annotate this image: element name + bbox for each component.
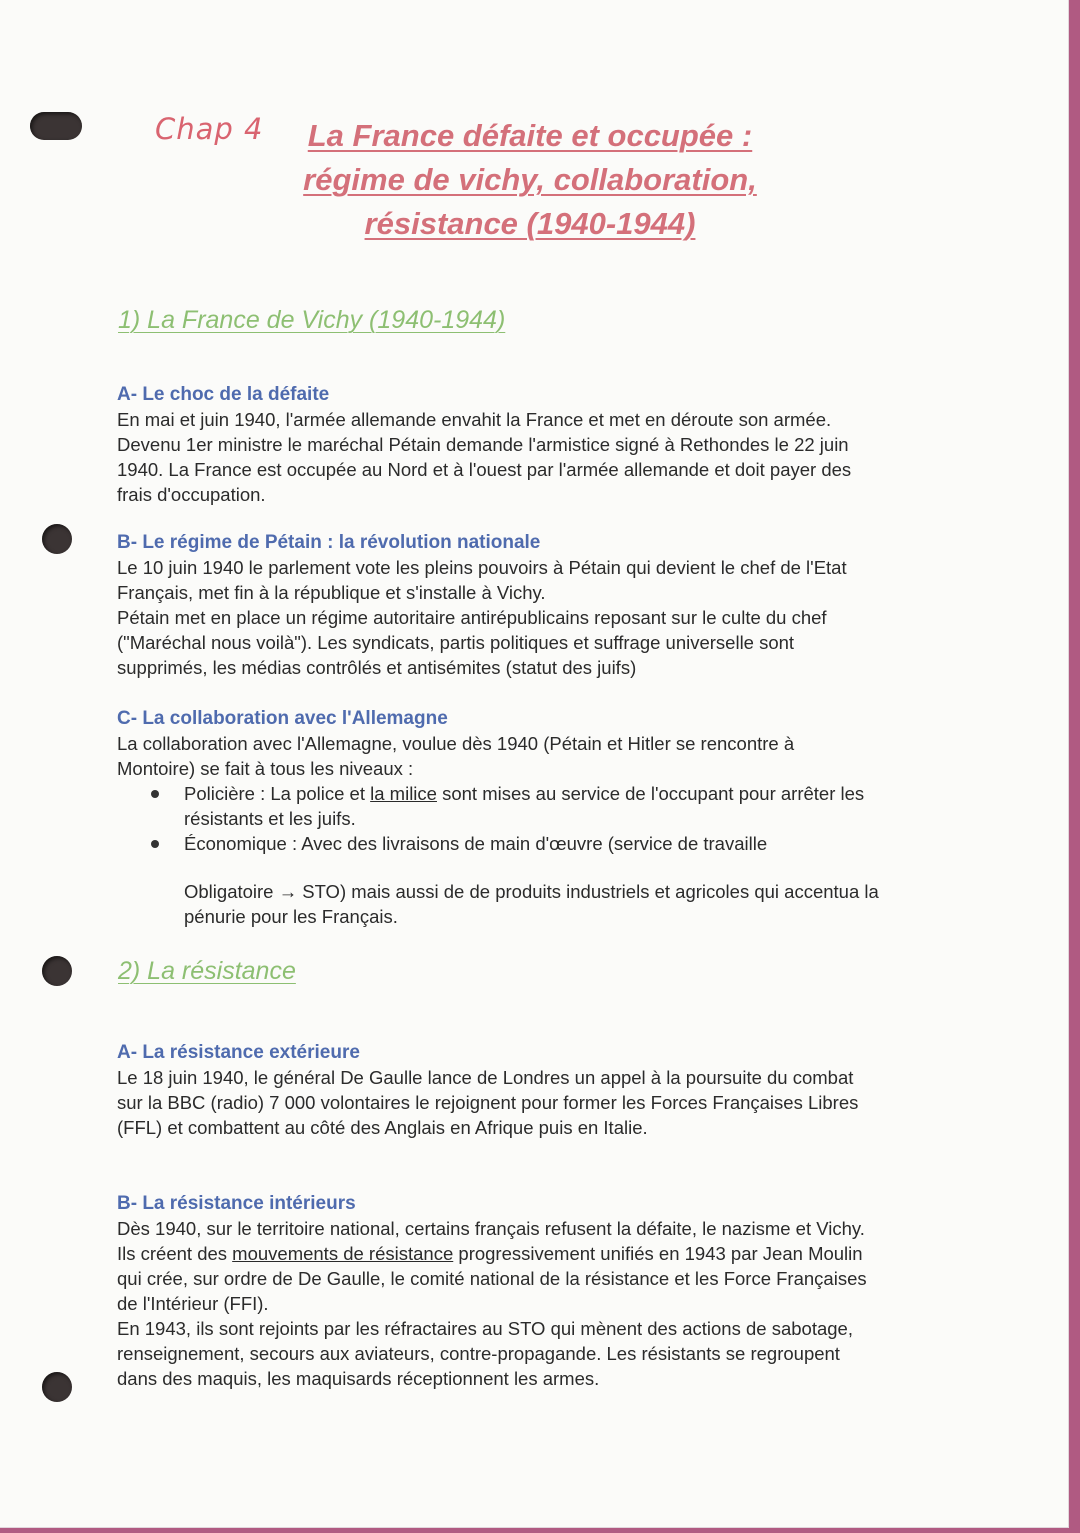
subsection-heading: A- Le choc de la défaite (117, 384, 330, 405)
text-line: supprimés, les médias contrôlés et antisémites (statut des juifs) (117, 657, 637, 678)
text-line: 1940. La France est occupée au Nord et à l'ouest par l'armée allemande et doit payer des (117, 459, 852, 480)
text-line: résistants et les juifs. (184, 808, 356, 829)
text-line: pénurie pour les Français. (184, 906, 398, 927)
binder-hole (42, 524, 72, 554)
binder-hole (42, 956, 72, 986)
binder-hole (42, 1372, 72, 1402)
text-line: La collaboration avec l'Allemagne, voulue dès 1940 (Pétain et Hitler se rencontre à (117, 733, 795, 754)
text-fragment: Policière : La police et (184, 783, 371, 804)
list-item-continuation (117, 879, 937, 929)
text-line: Obligatoire → STO) mais aussi de de produits industriels et agricoles qui accentua la (184, 881, 879, 902)
text-fragment: Ils créent des (117, 1243, 233, 1264)
text-line: En 1943, ils sont rejoints par les réfractaires au STO qui mènent des actions de sabotage, (117, 1318, 853, 1339)
text-fragment: sont mises au service de l'occupant pour arrêter les (436, 783, 865, 804)
binder-hole (30, 112, 82, 140)
subsection-heading: A- La résistance extérieure (117, 1042, 360, 1063)
page-title (270, 114, 790, 246)
underlined-term: mouvements de résistance (232, 1243, 454, 1264)
paragraph (117, 555, 937, 680)
bullet-icon (151, 790, 159, 798)
title-line: La France défaite et occupée : (307, 118, 753, 153)
text-line: Dès 1940, sur le territoire national, certains français refusent la défaite, le nazisme et Vichy. (117, 1218, 865, 1239)
list-item (117, 781, 937, 831)
text-line: Devenu 1er ministre le maréchal Pétain demande l'armistice signé à Rethondes le 22 juin (117, 434, 849, 455)
text-line: de l'Intérieur (FFI). (117, 1293, 269, 1314)
text-line: Le 10 juin 1940 le parlement vote les pleins pouvoirs à Pétain qui devient le chef de l'Etat (117, 557, 847, 578)
paragraph (117, 731, 937, 781)
text-line: frais d'occupation. (117, 484, 266, 505)
title-line: régime de vichy, collaboration, (303, 162, 757, 197)
section-heading-resistance: 2) La résistance (118, 957, 296, 985)
subsection-heading: B- Le régime de Pétain : la révolution nationale (117, 532, 541, 553)
text-line: Économique : Avec des livraisons de main d'œuvre (service de travaille (184, 833, 768, 854)
subsection-choc-defaite (117, 383, 937, 507)
text-line: Montoire) se fait à tous les niveaux : (117, 758, 414, 779)
text-line: sur la BBC (radio) 7 000 volontaires le rejoignent pour former les Forces Françaises Libres (117, 1092, 859, 1113)
subsection-collaboration (117, 707, 937, 929)
subsection-resistance-interieure (117, 1192, 947, 1391)
text-line: En mai et juin 1940, l'armée allemande envahit la France et met en déroute son armée. (117, 409, 832, 430)
paragraph (117, 407, 937, 507)
subsection-resistance-exterieure (117, 1041, 937, 1140)
text-line: dans des maquis, les maquisards réceptionnent les armes. (117, 1368, 600, 1389)
text-line: qui crée, sur ordre de De Gaulle, le comité national de la résistance et les Force Françaises (117, 1268, 867, 1289)
list-item (117, 831, 937, 856)
title-line: résistance (1940-1944) (364, 206, 696, 241)
underlined-term: la milice (370, 783, 437, 804)
bullet-list (117, 781, 937, 856)
bullet-icon (151, 840, 159, 848)
text-line: ("Maréchal nous voilà"). Les syndicats, partis politiques et suffrage universelle sont (117, 632, 795, 653)
subsection-heading: B- La résistance intérieurs (117, 1193, 356, 1214)
text-fragment: progressivement unifiés en 1943 par Jean Moulin (453, 1243, 863, 1264)
subsection-regime-petain (117, 531, 937, 680)
text-line: Pétain met en place un régime autoritaire antirépublicains reposant sur le culte du chef (117, 607, 827, 628)
paragraph (117, 1065, 937, 1140)
text-line: renseignement, secours aux aviateurs, contre-propagande. Les résistants se regroupent (117, 1343, 840, 1364)
text-line: (FFL) et combattent au côté des Anglais en Afrique puis en Italie. (117, 1117, 648, 1138)
text-line (117, 1241, 947, 1266)
paragraph (117, 1216, 947, 1391)
section-heading-vichy: 1) La France de Vichy (1940-1944) (118, 306, 506, 334)
text-line: Français, met fin à la république et s'installe à Vichy. (117, 582, 546, 603)
chapter-note: Chap 4 (155, 112, 264, 146)
subsection-heading: C- La collaboration avec l'Allemagne (117, 708, 448, 729)
text-line: Le 18 juin 1940, le général De Gaulle lance de Londres un appel à la poursuite du combat (117, 1067, 854, 1088)
